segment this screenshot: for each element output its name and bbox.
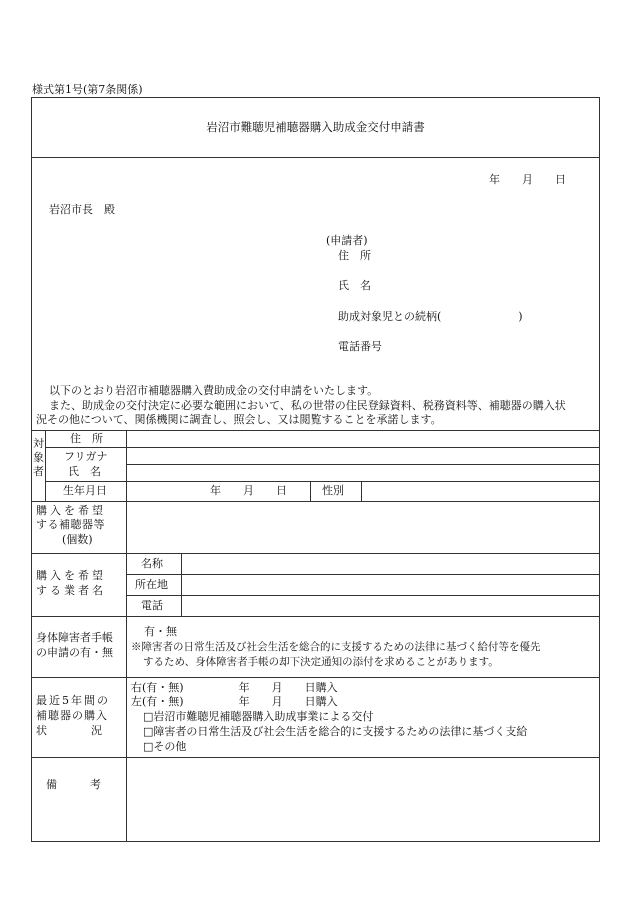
device-label-2: する補聴器等	[36, 518, 105, 531]
history-option-1[interactable]: □岩沼市難聴児補聴器購入助成事業による交付	[143, 710, 374, 723]
form-title: 岩沼市難聴児補聴器購入助成金交付申請書	[206, 120, 425, 134]
vendor-label-2: する業者名	[36, 584, 106, 597]
history-right[interactable]: 右(有・無) 年 月 日購入	[131, 681, 338, 694]
row-line-vendor-name	[126, 574, 600, 575]
handbook-note-2: するため、身体障害者手帳の却下決定通知の添付を求めることがあります。	[143, 656, 499, 668]
col-line-sex-left	[310, 481, 311, 501]
history-option-2[interactable]: □障害者の日常生活及び社会生活を総合的に支援するための法律に基づく支給	[143, 725, 528, 738]
vendor-location-label: 所在地	[135, 578, 168, 591]
statement-line-1: 以下のとおり岩沼市補聴器購入費助成金の交付申請をいたします。	[49, 384, 379, 397]
col-line-side	[45, 430, 46, 501]
subject-furigana-label: フリガナ	[64, 450, 108, 463]
row-line-handbook	[31, 677, 600, 678]
subject-sex-label: 性別	[322, 484, 344, 497]
subject-birth-value[interactable]: 年 月 日	[210, 484, 287, 497]
col-line-vendor-sub	[181, 553, 182, 616]
row-line-address	[45, 447, 600, 448]
vendor-name-label: 名称	[141, 557, 163, 570]
history-label-3: 状 況	[36, 724, 102, 737]
history-left[interactable]: 左(有・無) 年 月 日購入	[131, 695, 338, 708]
history-label-1: 最近5年間の	[36, 694, 110, 707]
subject-name-label: 氏 名	[68, 465, 101, 478]
applicant-heading: (申請者)	[326, 234, 368, 247]
handbook-note-1: ※障害者の日常生活及び社会生活を総合的に支援するための法律に基づく給付等を優先	[131, 641, 541, 653]
history-label-2: 補聴器の購入	[36, 709, 108, 722]
device-label-3: (個数)	[62, 533, 93, 546]
remarks-field[interactable]	[130, 760, 596, 838]
handbook-label-1: 身体障害者手帳	[36, 631, 113, 644]
handbook-label-2: の申請の有・無	[36, 646, 113, 659]
statement-line-3: 況その他について、関係機関に調査し、照会し、又は閲覧することを承諾します。	[36, 413, 442, 426]
col-line-label	[126, 430, 127, 842]
history-option-3[interactable]: □その他	[143, 740, 187, 753]
row-line-vendor-location	[126, 595, 600, 596]
row-line-birth	[31, 501, 600, 502]
row-line-history	[31, 757, 600, 758]
applicant-name-label: 氏 名	[338, 279, 371, 292]
handbook-choice[interactable]: 有・無	[144, 625, 177, 638]
subject-side-label: 対象者	[33, 437, 44, 478]
col-line-sex-right	[361, 481, 362, 501]
device-label-1: 購入を希望	[36, 504, 106, 517]
statement-line-2: また、助成金の交付決定に必要な範囲において、私の世帯の住民登録資料、税務資料等、補聴器の購入状	[49, 399, 566, 412]
date-line[interactable]: 年 月 日	[489, 173, 566, 186]
table-top-line	[31, 430, 600, 431]
addressee: 岩沼市長 殿	[49, 203, 115, 216]
subject-birth-label: 生年月日	[63, 484, 107, 497]
applicant-phone-label: 電話番号	[338, 340, 382, 353]
form-number: 様式第1号(第7条関係)	[32, 83, 143, 96]
vendor-phone-label: 電話	[141, 599, 163, 612]
applicant-relation-label: 助成対象児との続柄( )	[338, 310, 523, 323]
title-divider	[31, 157, 600, 158]
row-line-furigana	[126, 464, 600, 465]
row-line-vendor	[31, 616, 600, 617]
row-line-device	[31, 553, 600, 554]
applicant-address-label: 住 所	[338, 249, 371, 262]
subject-address-label: 住 所	[70, 432, 103, 445]
remarks-label: 備 考	[46, 778, 101, 791]
vendor-label-1: 購入を希望	[36, 569, 106, 582]
row-line-name	[45, 481, 600, 482]
